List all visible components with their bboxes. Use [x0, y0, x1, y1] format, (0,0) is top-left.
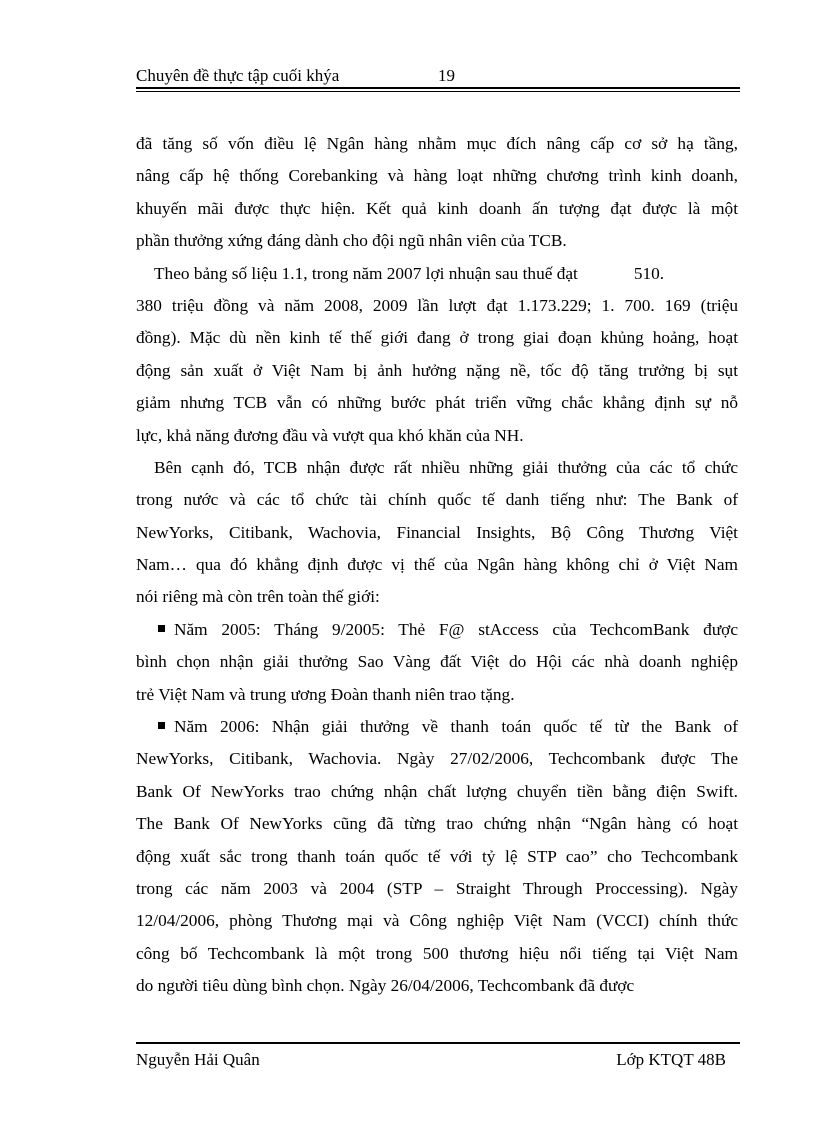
header-title: Chuyên đề thực tập cuối khýa [136, 66, 340, 85]
text-line: trong nước và các tổ chức tài chính quốc tế danh tiếng như: The Bank of [136, 490, 738, 510]
text-line: nói riêng mà còn trên toàn thế giới: [136, 587, 380, 607]
text-line: động sản xuất ở Việt Nam bị ảnh hưởng nặng nề, tốc độ tăng trưởng bị sụt [136, 360, 738, 380]
text-line: NewYorks, Citibank, Wachovia, Financial Insights, Bộ Công Thương Việt [136, 522, 738, 542]
text-line: trong các năm 2003 và 2004 (STP – Straight Through Proccessing). Ngày [136, 878, 738, 898]
page-number: 19 [438, 66, 455, 85]
text-line [136, 614, 738, 646]
text-line: công bố Techcombank là một trong 500 thương hiệu nổi tiếng tại Việt Nam [136, 943, 738, 963]
paragraph [136, 258, 738, 452]
text-line: Nam… qua đó khẳng định được vị thế của Ngân hàng không chỉ ở Việt Nam [136, 555, 738, 575]
trailing-value: 510. [633, 263, 665, 283]
text-line: trẻ Việt Nam và trung ương Đoàn thanh niên trao tặng. [136, 684, 515, 704]
footer-rule-thick [136, 1042, 740, 1044]
text-line: The Bank Of NewYorks cũng đã từng trao chứng nhận “Ngân hàng có hoạt [136, 814, 738, 834]
paragraph [136, 128, 738, 258]
text-line: khuyến mãi được thực hiện. Kết quả kinh doanh ấn tượng đạt được là một [136, 198, 738, 218]
text-line: động xuất sắc trong thanh toán quốc tế với tỷ lệ STP cao” cho Techcombank [136, 846, 738, 866]
text-line: giảm nhưng TCB vẫn có những bước phát triển vững chắc khẳng định sự nỗ [136, 393, 738, 413]
header-rule-thin [136, 91, 740, 92]
text-line: đồng). Mặc dù nền kinh tế thế giới đang ở trong giai đoạn khủng hoảng, hoạt [136, 328, 738, 348]
body-text [136, 128, 738, 1003]
text-line: lực, khả năng đương đầu và vượt qua khó khăn của NH. [136, 425, 524, 445]
bullet-text: Năm 2006: Nhận giải thưởng về thanh toán quốc tế từ the Bank of [174, 717, 738, 737]
text-line: Bank Of NewYorks trao chứng nhận chất lượng chuyển tiền bằng điện Swift. [136, 781, 738, 801]
text-line [136, 258, 738, 290]
text-line: Bên cạnh đó, TCB nhận được rất nhiều những giải thưởng của các tổ chức [154, 457, 738, 477]
square-bullet-icon [158, 625, 165, 632]
text-line: 380 triệu đồng và năm 2008, 2009 lần lượt đạt 1.173.229; 1. 700. 169 (triệu [136, 295, 738, 315]
bullet-paragraph [136, 711, 738, 1003]
bullet-paragraph [136, 614, 738, 711]
text-line [136, 711, 738, 743]
text-line: nâng cấp hệ thống Corebanking và hàng loạt những chương trình kinh doanh, [136, 166, 738, 186]
bullet-text: Năm 2005: Tháng 9/2005: Thẻ F@ stAccess của TechcomBank được [174, 619, 738, 639]
text-line: bình chọn nhận giải thưởng Sao Vàng đất Việt do Hội các nhà doanh nghiệp [136, 652, 738, 672]
text-line: do người tiêu dùng bình chọn. Ngày 26/04/2006, Techcombank đã được [136, 976, 635, 996]
text-line: phần thưởng xứng đáng dành cho đội ngũ nhân viên của TCB. [136, 231, 567, 251]
page-footer [136, 1042, 740, 1082]
text-line-start: Theo bảng số liệu 1.1, trong năm 2007 lợi nhuận sau thuế đạt [154, 263, 578, 283]
paragraph [136, 452, 738, 614]
text-line: 12/04/2006, phòng Thương mại và Công nghiệp Việt Nam (VCCI) chính thức [136, 911, 738, 931]
footer-class: Lớp KTQT 48B [616, 1050, 726, 1069]
header-rule-thick [136, 87, 740, 89]
square-bullet-icon [158, 722, 165, 729]
page-header [136, 62, 740, 92]
text-line: NewYorks, Citibank, Wachovia. Ngày 27/02/2006, Techcombank được The [136, 749, 738, 769]
footer-author: Nguyễn Hải Quân [136, 1050, 260, 1069]
text-line: đã tăng số vốn điều lệ Ngân hàng nhằm mục đích nâng cấp cơ sở hạ tầng, [136, 134, 738, 153]
